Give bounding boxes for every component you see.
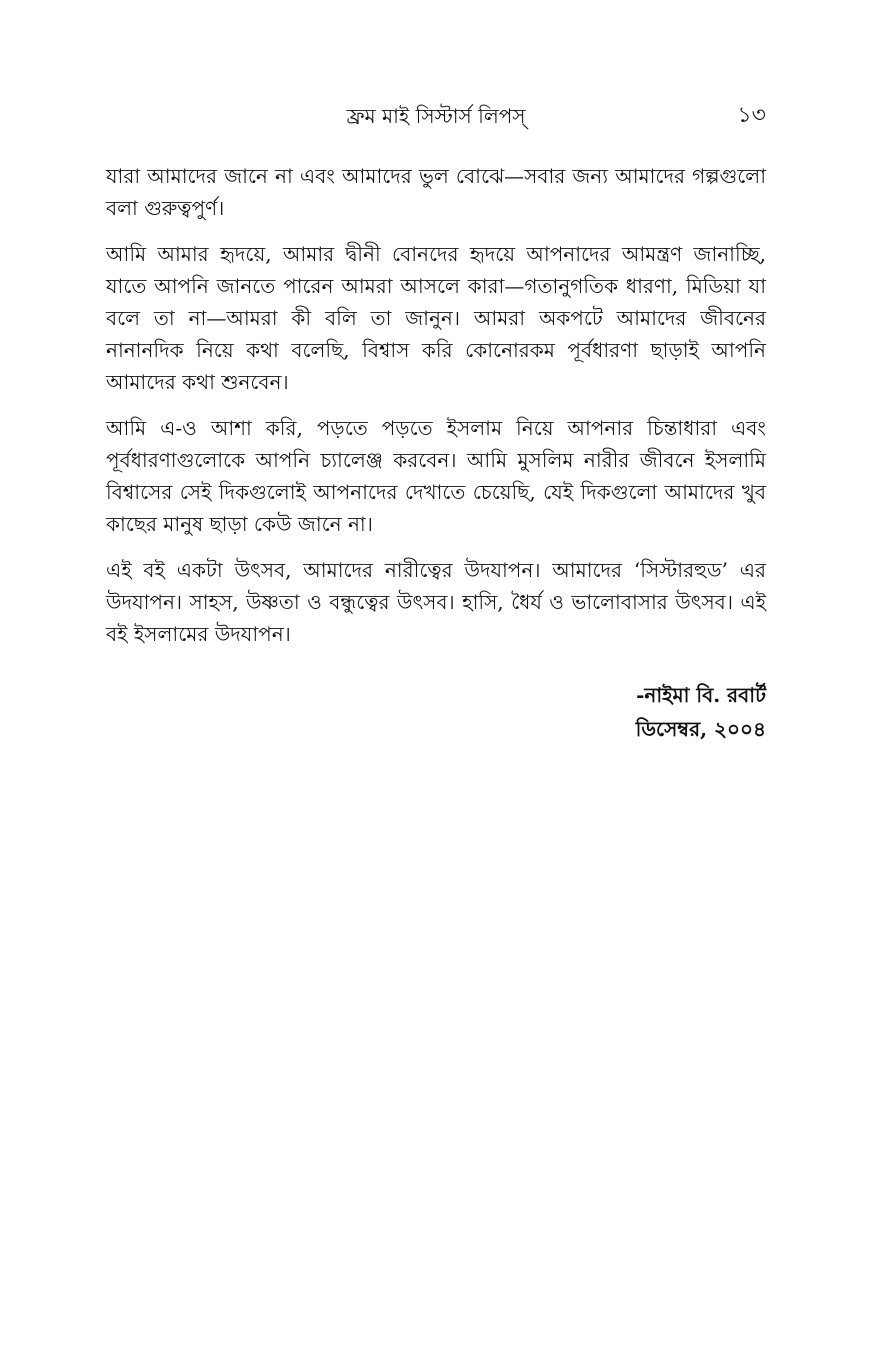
signature-block (636, 678, 766, 746)
paragraph-3: আমি এ-ও আশা করি, পড়তে পড়তে ইসলাম নিয়ে আপনার চিন্তাধারা এবং পূর্বধারণাগুলোকে আপনি চ্যালেঞ্জ করবেন। আমি মুসলিম নারীর জীবনে ইসলামি বিশ্বাসের সেই দিকগুলোই আপনাদের দেখাতে চেয়েছি, যেই দিকগুলো আমাদের খুব কাছের মানুষ ছাড়া কেউ জানে না। (106, 416, 766, 536)
page-number: ১৩ (737, 103, 766, 128)
running-header (106, 96, 766, 136)
paragraph-2: আমি আমার হৃদয়ে, আমার দ্বীনী বোনদের হৃদয়ে আপনাদের আমন্ত্রণ জানাচ্ছি, যাতে আপনি জানতে পারেন আমরা আসলে কারা—গতানুগতিক ধারণা, মিডিয়া যা বলে তা না—আমরা কী বলি তা জানুন। আমরা অকপটে আমাদের জীবনের নানানদিক নিয়ে কথা বলেছি, বিশ্বাস করি কোনোরকম পূর্বধারণা ছাড়াই আপনি আমাদের কথা শুনবেন। (106, 242, 766, 394)
body-text (106, 160, 766, 664)
paragraph-4: এই বই একটা উৎসব, আমাদের নারীত্বের উদযাপন। আমাদের ‘সিস্টারহুড’ এর উদযাপন। সাহস, উষ্ণতা ও বন্ধুত্বের উৎসব। হাসি, ধৈর্য ও ভালোবাসার উৎসব। এই বই ইসলামের উদযাপন। (106, 558, 766, 646)
paragraph-1: যারা আমাদের জানে না এবং আমাদের ভুল বোঝে—সবার জন্য আমাদের গল্পগুলো বলা গুরুত্বপুর্ণ। (106, 164, 766, 220)
header-book-title: ফ্রম মাই সিস্টার্স লিপস্ (346, 104, 526, 128)
signature-date: ডিসেম্বর, ২০০৪ (635, 717, 766, 741)
author-name: -নাইমা বি. রবার্ট (636, 683, 766, 707)
